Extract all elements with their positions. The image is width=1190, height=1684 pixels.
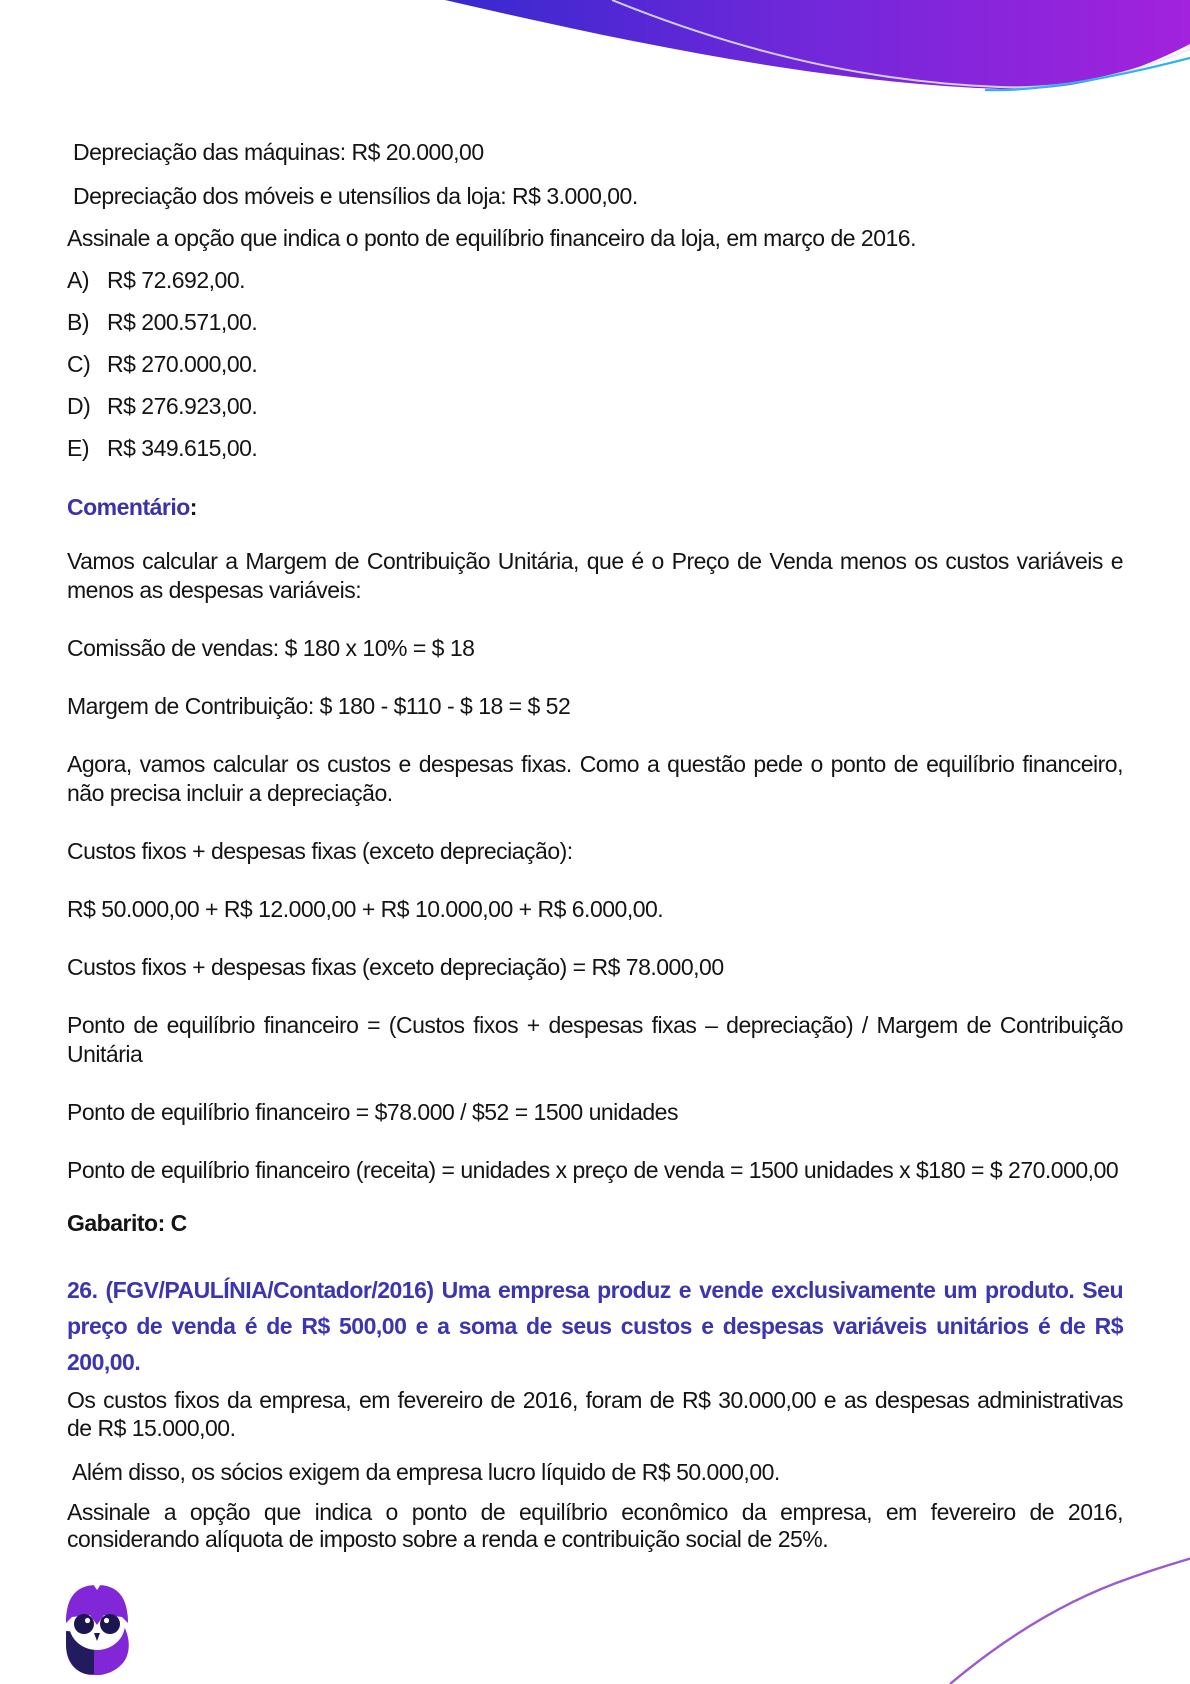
question-26-paragraph: Além disso, os sócios exigem da empresa lucro líquido de R$ 50.000,00.: [72, 1459, 780, 1485]
question-prompt: Assinale a opção que indica o ponto de equilíbrio financeiro da loja, em março de 2016.: [67, 225, 916, 251]
comment-paragraph: Agora, vamos calcular os custos e despesas fixas. Como a questão pede o ponto de equilíbrio financeiro, não precisa incluir a depreciação.: [67, 751, 1123, 806]
owl-right-eye: [100, 1614, 120, 1634]
comment-paragraph: Custos fixos + despesas fixas (exceto depreciação) = R$ 78.000,00: [67, 954, 724, 980]
option-c: [67, 350, 1123, 378]
option-text: R$ 270.000,00.: [107, 351, 258, 377]
comment-paragraph: Comissão de vendas: $ 180 x 10% = $ 18: [67, 635, 475, 661]
option-letter: B): [67, 309, 89, 335]
comment-heading: [67, 493, 1123, 521]
option-letter: E): [67, 435, 89, 461]
owl-left-eye-glint: [85, 1618, 90, 1623]
question-26-statement: 26. (FGV/PAULÍNIA/Contador/2016) Uma empresa produz e vende exclusivamente um produto. Seu preço de venda é de R$ 500,00 e a soma de seus custos e despesas variáveis unitários é de R$ 200,00.: [67, 1277, 1123, 1375]
comment-paragraph: R$ 50.000,00 + R$ 12.000,00 + R$ 10.000,00 + R$ 6.000,00.: [67, 896, 664, 922]
option-a: [67, 266, 1123, 294]
option-text: R$ 276.923,00.: [107, 393, 258, 419]
option-d: [67, 392, 1123, 420]
answer-key: Gabarito: C: [67, 1210, 187, 1236]
comment-paragraph: Margem de Contribuição: $ 180 - $110 - $ 18 = $ 52: [67, 693, 571, 719]
bottom-arc-decoration: [940, 1554, 1190, 1684]
owl-left-eye: [74, 1614, 94, 1634]
estrategia-owl-logo: [64, 1583, 130, 1675]
option-letter: D): [67, 393, 91, 419]
option-letter: A): [67, 267, 89, 293]
option-e: [67, 434, 1123, 462]
comment-paragraph: Ponto de equilíbrio financeiro (receita) = unidades x preço de venda = 1500 unidades x $180 = $ 270.000,00: [67, 1157, 1119, 1183]
comment-paragraph: Ponto de equilíbrio financeiro = $78.000 / $52 = 1500 unidades: [67, 1099, 678, 1125]
option-text: R$ 72.692,00.: [107, 267, 246, 293]
comment-paragraph: Vamos calcular a Margem de Contribuição Unitária, que é o Preço de Venda menos os custos variáveis e menos as despesas variáveis:: [67, 548, 1123, 603]
stray-mark: [1072, 1600, 1075, 1603]
option-letter: C): [67, 351, 91, 377]
owl-right-eye-glint: [104, 1618, 109, 1623]
arc-line: [950, 1558, 1190, 1684]
comment-heading-colon: :: [189, 494, 197, 520]
comment-paragraph: Custos fixos + despesas fixas (exceto depreciação):: [67, 838, 573, 864]
comment-paragraph: Ponto de equilíbrio financeiro = (Custos fixos + despesas fixas – depreciação) / Margem de Contribuição Unitária: [67, 1012, 1123, 1067]
intro-line: Depreciação das máquinas: R$ 20.000,00: [73, 139, 484, 165]
option-text: R$ 349.615,00.: [107, 435, 258, 461]
option-b: [67, 308, 1123, 336]
wave-shape: [445, 0, 1190, 89]
options-list: [67, 266, 1123, 462]
option-text: R$ 200.571,00.: [107, 309, 258, 335]
document-body: [67, 138, 1123, 1553]
intro-line: Depreciação dos móveis e utensílios da loja: R$ 3.000,00.: [73, 183, 638, 209]
comment-heading-label: Comentário: [67, 494, 190, 520]
question-26-paragraph: Os custos fixos da empresa, em fevereiro de 2016, foram de R$ 30.000,00 e as despesas administrativas de R$ 15.000,00.: [67, 1387, 1123, 1441]
top-wave-decoration: [0, 0, 1190, 130]
question-26-paragraph: Assinale a opção que indica o ponto de equilíbrio econômico da empresa, em fevereiro de 2016, considerando alíquota de imposto sobre a renda e contribuição social de 25%.: [67, 1499, 1123, 1552]
